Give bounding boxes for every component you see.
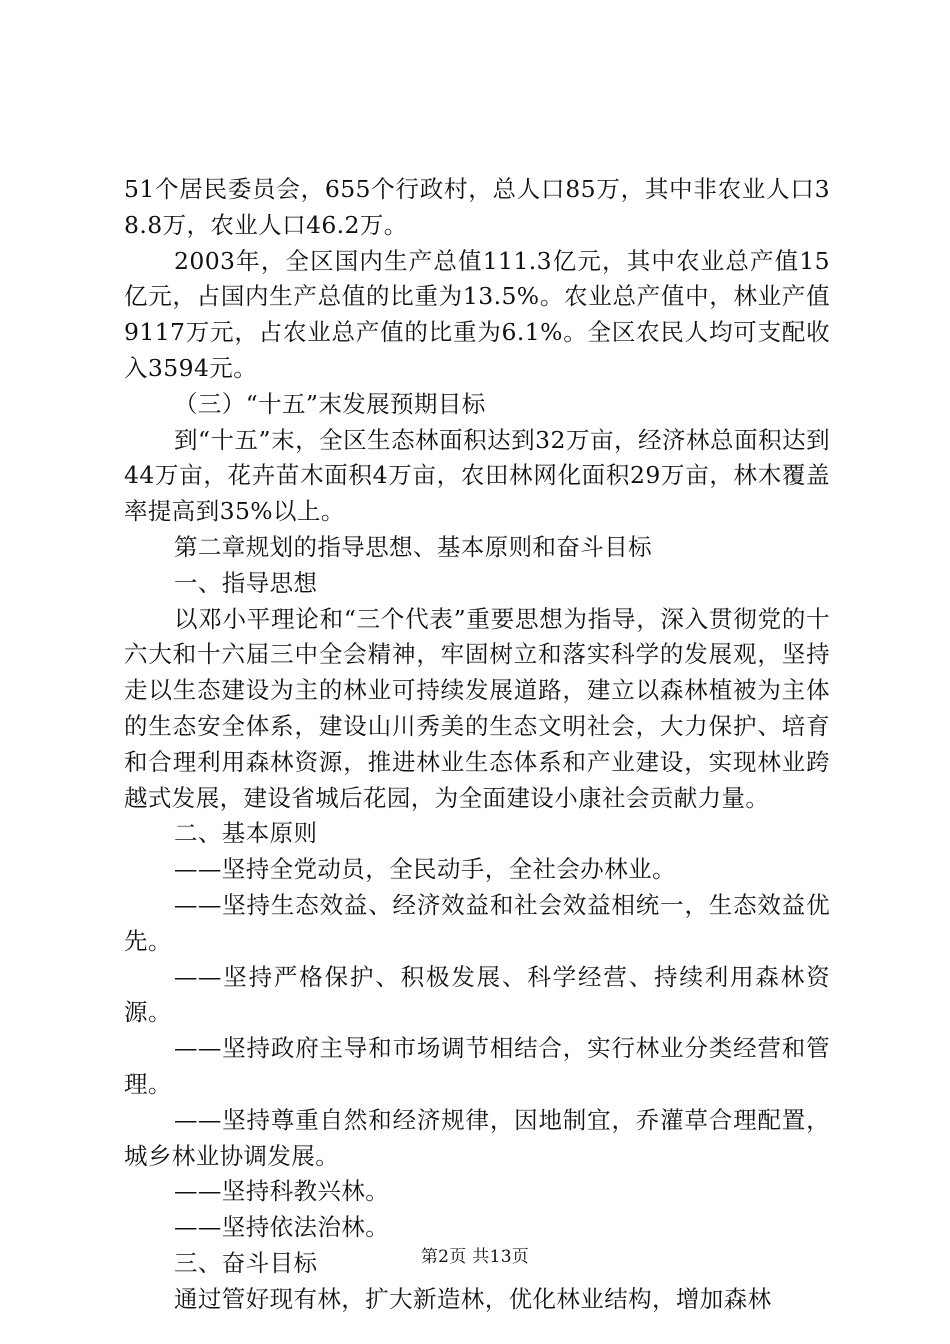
- principle-item: ——坚持严格保护、积极发展、科学经营、持续利用森林资源。: [124, 962, 830, 1027]
- section-heading-guiding-thought: 一、指导思想: [174, 568, 318, 597]
- principle-item: ——坚持全党动员，全民动手，全社会办林业。: [174, 855, 676, 884]
- principle-item: ——坚持依法治林。: [174, 1213, 390, 1242]
- principle-item: ——坚持政府主导和市场调节相结合，实行林业分类经营和管理。: [124, 1034, 830, 1098]
- paragraph-goals: 到“十五”末，全区生态林面积达到32万亩，经济林总面积达到44万亩，花卉苗木面积4万亩，农田林网化面积29万亩，林木覆盖率提高到35%以上。: [124, 425, 830, 526]
- section-heading-objectives: 三、奋斗目标: [174, 1248, 318, 1277]
- paragraph-objectives: 通过管好现有林，扩大新造林，优化林业结构，增加森林: [174, 1284, 772, 1313]
- section-heading-principles: 二、基本原则: [174, 819, 318, 848]
- chapter-heading: 第二章规划的指导思想、基本原则和奋斗目标: [174, 532, 652, 561]
- paragraph-guiding-thought: 以邓小平理论和“三个代表”重要思想为指导，深入贯彻党的十六大和十六届三中全会精神，牢固树立和落实科学的发展观，坚持走以生态建设为主的林业可持续发展道路，建立以森林植被为主体的生态安全体系，建设山川秀美的生态文明社会，大力保护、培育和合理利用森林资源，推进林业生态体系和产业建设，实现林业跨越式发展，建设省城后花园，为全面建设小康社会贡献力量。: [124, 604, 830, 812]
- principle-item: ——坚持尊重自然和经济规律，因地制宜，乔灌草合理配置，城乡林业协调发展。: [124, 1105, 830, 1170]
- section-heading-goals: （三）“十五”末发展预期目标: [174, 389, 486, 418]
- paragraph-population: 51个居民委员会，655个行政村，总人口85万，其中非农业人口38.8万，农业人口46.2万。: [124, 175, 830, 239]
- document-body: [124, 172, 830, 1318]
- principle-item: ——坚持科教兴林。: [174, 1177, 390, 1206]
- paragraph-gdp-2003: 2003年，全区国内生产总值111.3亿元，其中农业总产值15亿元，占国内生产总值的比重为13.5%。农业总产值中，林业产值9117万元，占农业总产值的比重为6.1%。全区农民人均可支配收入3594元。: [124, 246, 830, 382]
- page-number-footer: 第2页 共13页: [420, 1247, 530, 1267]
- principle-item: ——坚持生态效益、经济效益和社会效益相统一，生态效益优先。: [124, 890, 830, 955]
